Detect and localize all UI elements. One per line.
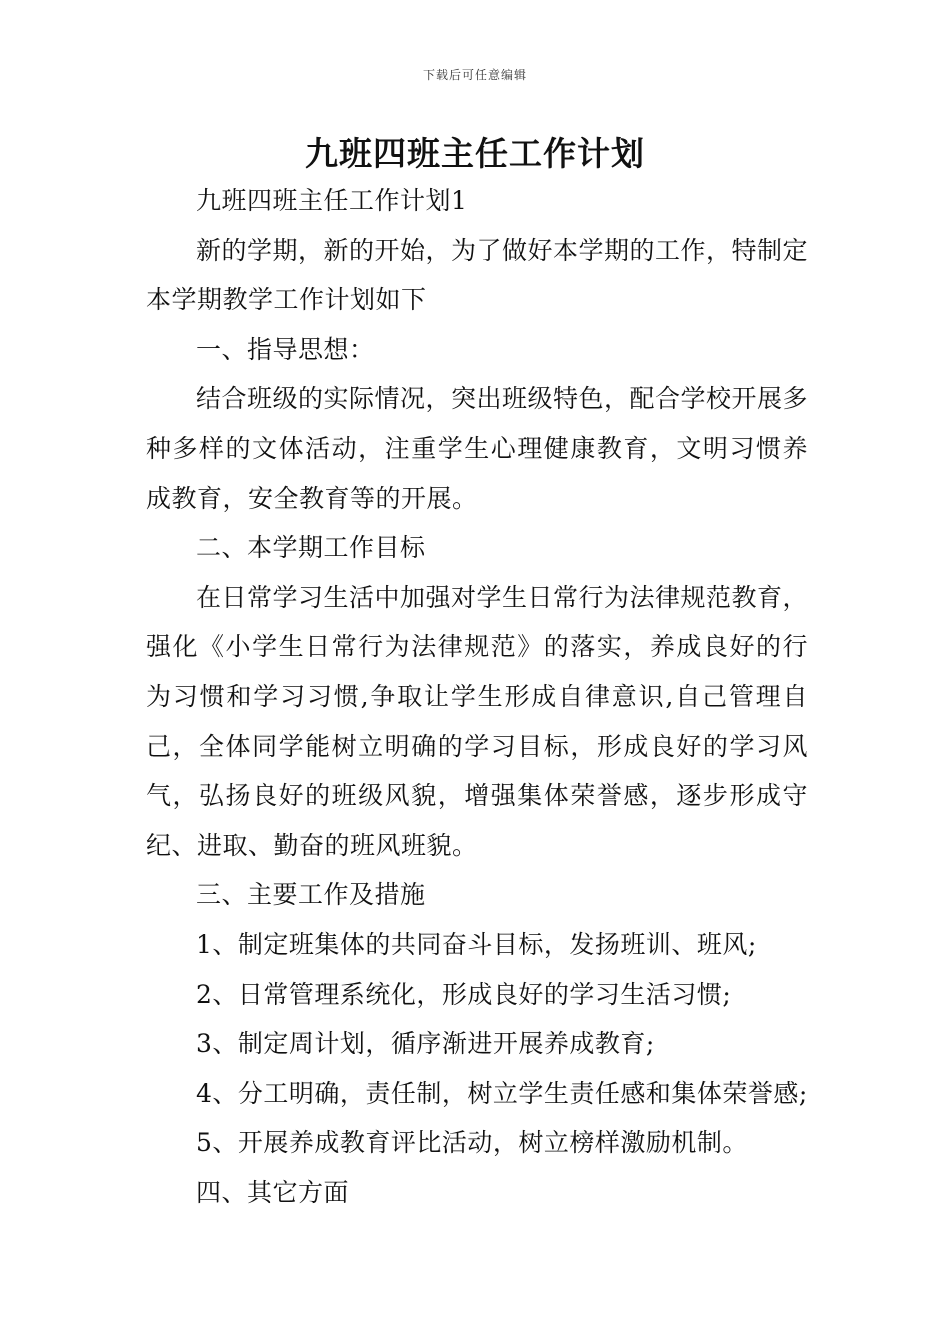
measure-item-5: 5、开展养成教育评比活动，树立榜样激励机制。 <box>196 1128 748 1158</box>
measure-item-4: 4、分工明确，责任制，树立学生责任感和集体荣誉感; <box>196 1078 808 1108</box>
paragraph-intro: 新的学期，新的开始，为了做好本学期的工作，特制定本学期教学工作计划如下 <box>146 235 809 315</box>
section-heading-3: 三、主要工作及措施 <box>196 880 426 910</box>
document-title: 九班四班主任工作计划 <box>305 134 645 173</box>
document-body <box>146 176 808 1217</box>
paragraph-goals: 在日常学习生活中加强对学生日常行为法律规范教育，强化《小学生日常行为法律规范》的落实，养成良好的行为习惯和学习习惯,争取让学生形成自律意识,自己管理自己，全体同学能树立明确的学习目标，形成良好的学习风气，弘扬良好的班级风貌，增强集体荣誉感，逐步形成守纪、进取、勤奋的班风班貌。 <box>146 582 809 860</box>
section-heading-4: 四、其它方面 <box>196 1177 350 1207</box>
section-heading-2: 二、本学期工作目标 <box>196 533 426 563</box>
section-heading-1: 一、指导思想： <box>196 334 375 364</box>
measure-item-1: 1、制定班集体的共同奋斗目标，发扬班训、班风; <box>196 929 757 959</box>
measure-item-2: 2、日常管理系统化，形成良好的学习生活习惯; <box>196 979 732 1009</box>
paragraph-subtitle: 九班四班主任工作计划1 <box>196 186 468 215</box>
measure-item-3: 3、制定周计划，循序渐进开展养成教育; <box>196 1029 655 1059</box>
header-note: 下载后可任意编辑 <box>422 68 527 82</box>
paragraph-guiding-thought: 结合班级的实际情况，突出班级特色，配合学校开展多种多样的文体活动，注重学生心理健康教育，文明习惯养成教育，安全教育等的开展。 <box>146 384 809 513</box>
